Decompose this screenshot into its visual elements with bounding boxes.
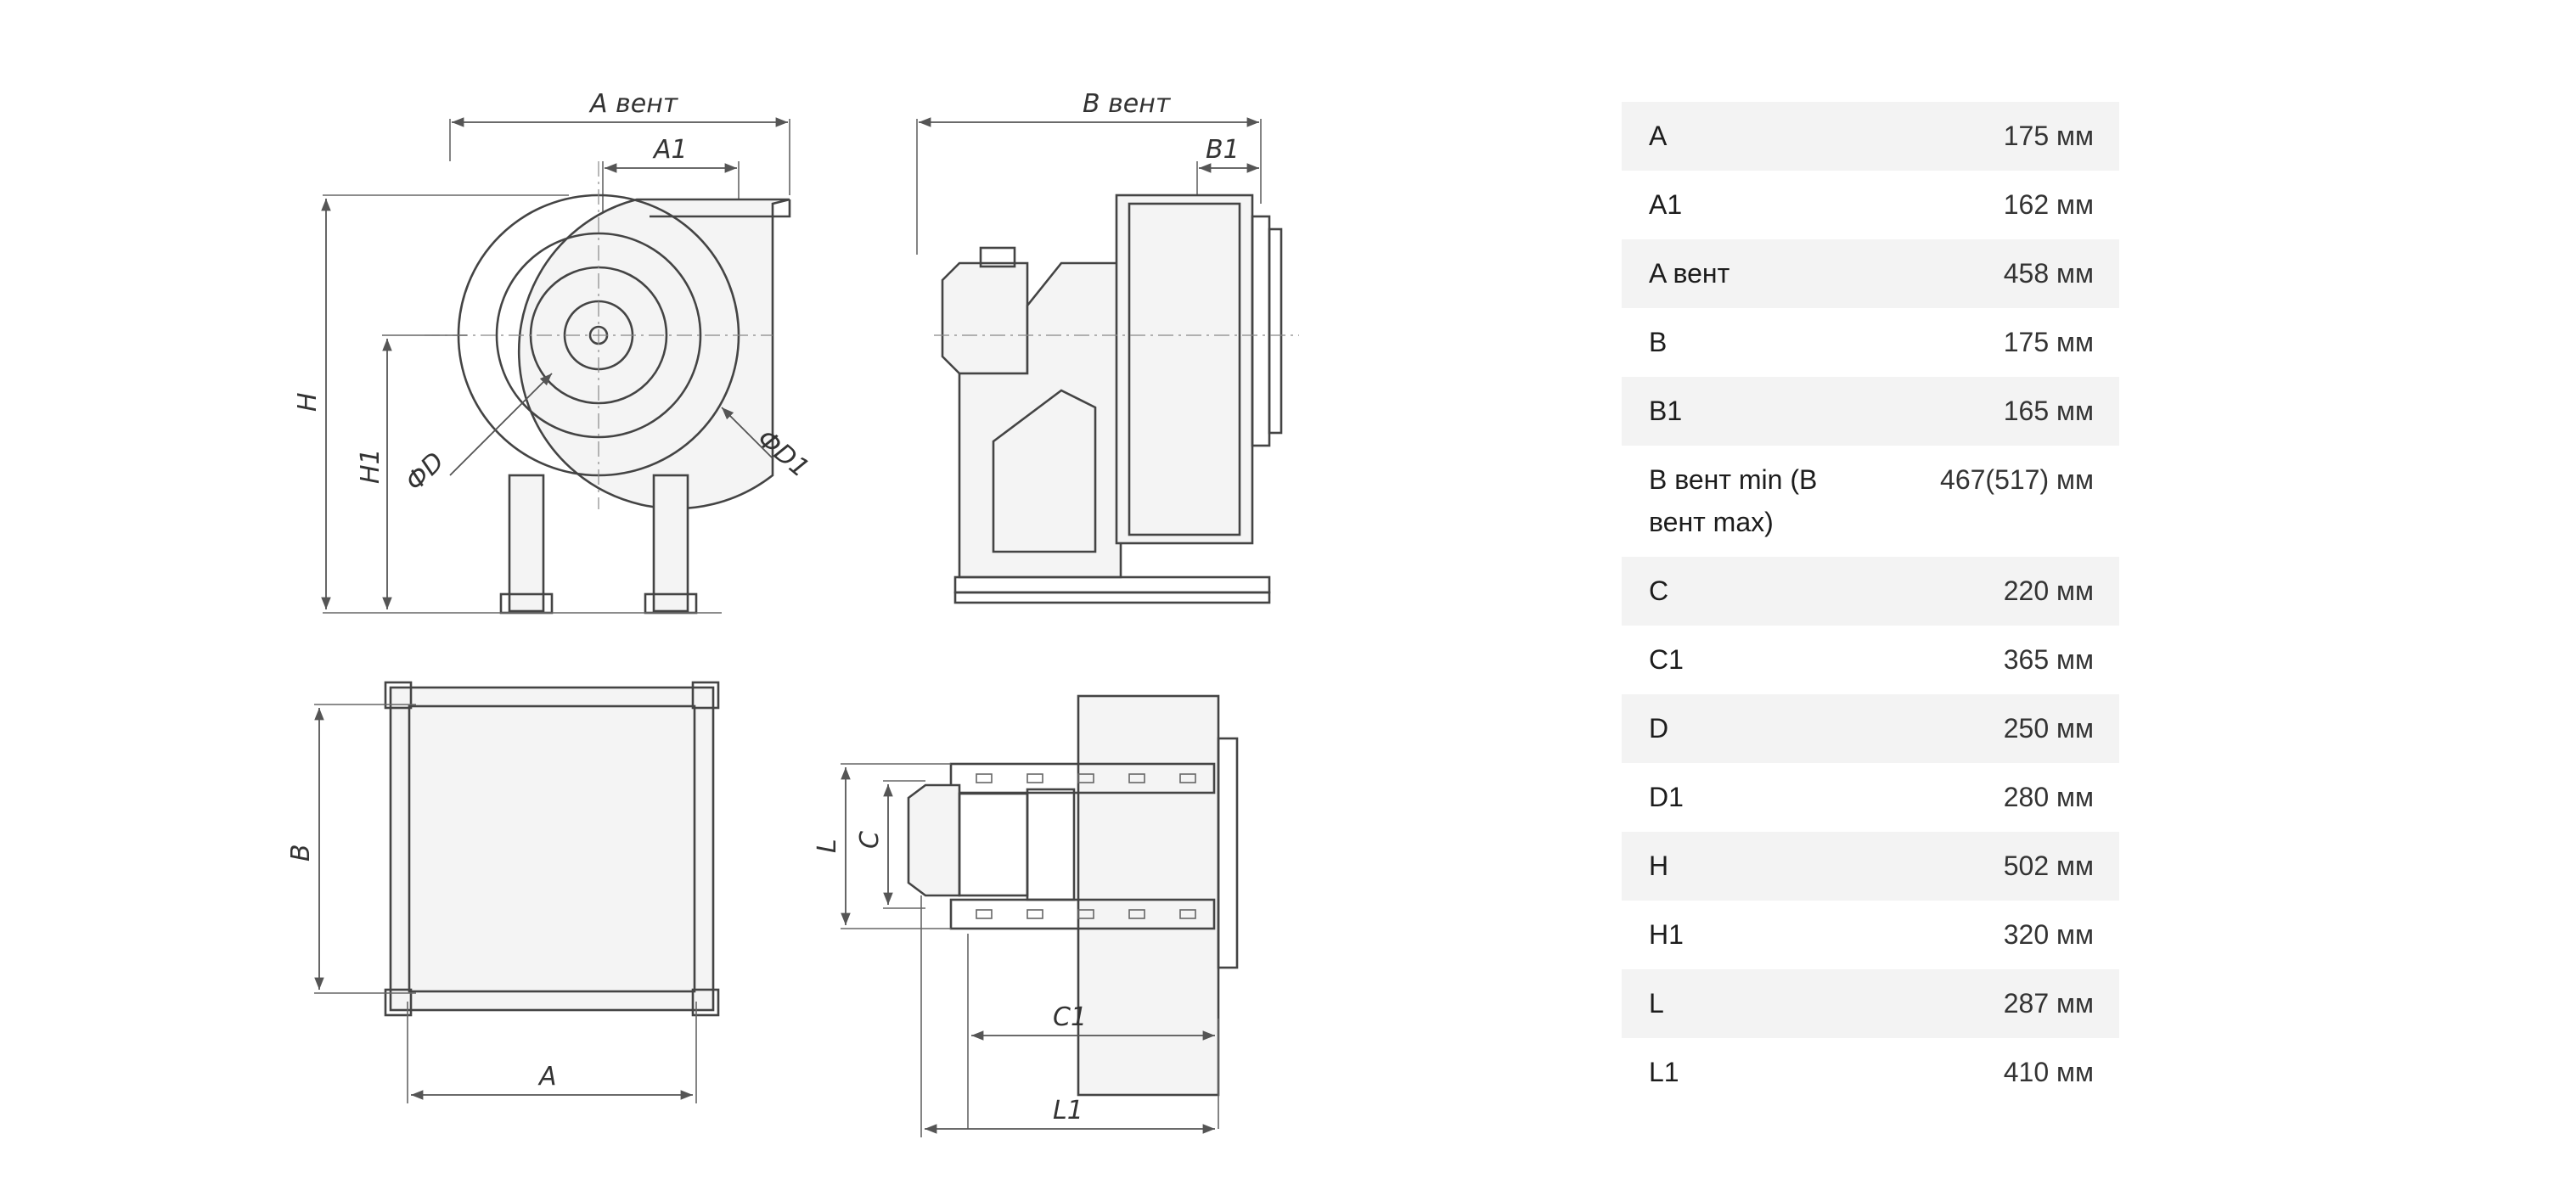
dimension-name: B [1649, 327, 1668, 357]
table-row [1622, 694, 2119, 763]
dimension-name: C [1649, 575, 1669, 606]
label-l: L [813, 839, 842, 853]
table-row [1622, 1038, 2119, 1107]
dimension-name: A [1649, 121, 1668, 151]
table-row [1622, 171, 2119, 239]
table-row [1622, 102, 2119, 171]
label-h1: H1 [356, 448, 385, 484]
dimensions-table [1622, 102, 2119, 1107]
table-row [1622, 239, 2119, 308]
table-row [1622, 377, 2119, 446]
dimension-value: 165 мм [2003, 396, 2094, 426]
label-d: ФD [399, 446, 451, 497]
dimension-value: 175 мм [2003, 327, 2094, 357]
dimension-name: L [1649, 988, 1664, 1019]
dimension-name: H1 [1649, 919, 1684, 950]
dimension-name: C1 [1649, 644, 1684, 675]
dimension-name: B1 [1649, 396, 1683, 426]
label-a: A [539, 1062, 557, 1092]
label-h: H [293, 392, 323, 412]
table-row [1622, 832, 2119, 901]
dimension-value: 502 мм [2003, 850, 2094, 881]
dimension-name: H [1649, 850, 1669, 881]
dimension-value: 320 мм [2003, 919, 2094, 950]
label-d1: ФD1 [751, 424, 815, 484]
dimension-value: 162 мм [2003, 189, 2094, 220]
dimension-name: A вент [1649, 258, 1730, 289]
label-b: B [286, 844, 316, 862]
label-b-vent: B вент [1083, 89, 1171, 119]
table-row [1622, 446, 2119, 557]
label-c: C [855, 831, 885, 849]
square-view [286, 682, 718, 1103]
dimension-name: D1 [1649, 782, 1684, 812]
table-row [1622, 901, 2119, 969]
dimension-value: 365 мм [2003, 644, 2094, 675]
label-a-vent: A вент [590, 89, 678, 119]
dimension-value: 467(517) мм [1940, 464, 2094, 495]
dimension-name: D [1649, 713, 1669, 744]
dimension-name: L1 [1649, 1057, 1679, 1087]
dimension-value: 280 мм [2003, 782, 2094, 812]
dimension-value: 410 мм [2003, 1057, 2094, 1087]
label-l1: L1 [1053, 1096, 1083, 1125]
fan-technical-drawing [212, 34, 1443, 1171]
label-a1: A1 [654, 135, 688, 165]
dimension-name: B вент min (B вент max) [1649, 464, 1818, 537]
table-row [1622, 969, 2119, 1038]
dimension-value: 458 мм [2003, 258, 2094, 289]
top-view [813, 696, 1237, 1137]
front-view [293, 89, 814, 613]
table-row [1622, 763, 2119, 832]
table-row [1622, 557, 2119, 626]
dimension-value: 220 мм [2003, 575, 2094, 606]
label-b1: B1 [1206, 135, 1240, 165]
dimension-value: 287 мм [2003, 988, 2094, 1019]
label-c1: C1 [1053, 1002, 1088, 1032]
dimension-name: A1 [1649, 189, 1683, 220]
dimension-value: 250 мм [2003, 713, 2094, 744]
dimension-value: 175 мм [2003, 121, 2094, 151]
table-row [1622, 308, 2119, 377]
side-view [917, 89, 1299, 603]
table-row [1622, 626, 2119, 694]
